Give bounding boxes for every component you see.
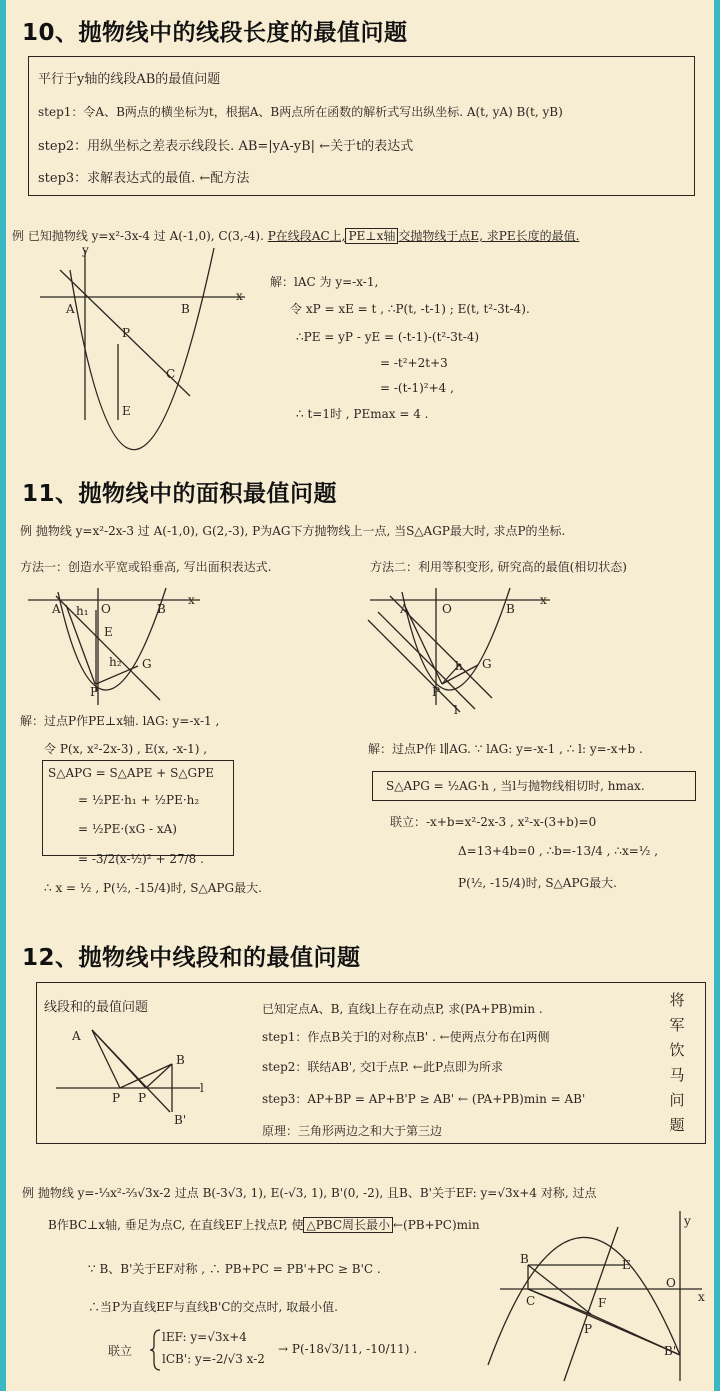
s11-sol2-c: 联立：-x+b=x²-2x-3 , x²-x-(3+b)=0: [390, 815, 597, 829]
s10-box-line2: step1：令A、B两点的横坐标为t，根据A、B两点所在函数的解析式写出纵坐标. A(t, yA) B(t, yB): [38, 105, 563, 119]
s12-brace-path: [150, 1330, 160, 1370]
s11-sol1-g: ∴ x = ½ , P(½, -15/4)时, S△APG最大.: [44, 881, 262, 895]
s11-method1: 方法一：创造水平宽或铅垂高, 写出面积表达式.: [20, 560, 272, 574]
s11-f1-o: O: [101, 602, 111, 616]
s11-f1-e: E: [104, 625, 113, 639]
s11-sol1-b: 令 P(x, x²-2x-3) , E(x, -x-1) ,: [44, 742, 208, 756]
s10-solution-5: = -(t-1)²+4 ,: [380, 381, 454, 395]
s12-f2-o: O: [666, 1276, 676, 1290]
s12-example-j: → P(-18√3/11, -10/11) .: [278, 1342, 418, 1356]
s12-example-a: 例 抛物线 y=-⅓x²-⅔√3x-2 过点 B(-3√3, 1), E(-√3, 1), B'(0, -2), 且B、B'关于EF: y=√3x+4 对称, 过点: [22, 1186, 597, 1200]
s11-f2-h: h: [455, 659, 463, 673]
s12-f2-b-prime: B': [664, 1344, 677, 1358]
s10-box-line4: step3：求解表达式的最值. ←配方法: [38, 171, 250, 186]
s10-figure: [0, 240, 260, 440]
s10-fig-e: E: [122, 404, 131, 418]
s11-f1-parabola: [58, 588, 166, 690]
s10-fig-a: A: [66, 302, 75, 316]
s12-side-char: 马: [669, 1066, 685, 1084]
s10-example-c: PE⊥x轴: [345, 228, 398, 244]
s11-sol2-e: P(½, -15/4)时, S△APG最大.: [458, 876, 617, 890]
s12-f2-segment-cp: [528, 1289, 592, 1315]
s12-line-pb2: [146, 1064, 172, 1088]
s10-box-line1: 平行于y轴的线段AB的最值问题: [38, 72, 221, 87]
s11-f1-p: P: [90, 685, 99, 699]
s12-box-title: 线段和的最值问题: [44, 1000, 149, 1015]
s10-fig-b: B: [181, 302, 190, 316]
s11-f1-b: B: [157, 602, 166, 616]
s12-example-b: B作BC⊥x轴, 垂足为点C, 在直线EF上找点P, 使: [48, 1218, 304, 1232]
s12-box-line3: step2：联结AB', 交l于点P. ←此P点即为所求: [262, 1060, 504, 1074]
right-border: [714, 0, 720, 1391]
s11-f2-g: G: [482, 657, 492, 671]
s11-sol2-a: 解：过点P作 l∥AG. ∵ lAG: y=-x-1 , ∴ l: y=-x+b .: [368, 742, 643, 756]
s10-example-a: 例 已知抛物线 y=x²-3x-4 过 A(-1,0), C(3,-4).: [12, 229, 268, 243]
s11-sol2-d: Δ=13+4b=0 , ∴b=-13/4 , ∴x=½ ,: [458, 844, 659, 858]
s11-sol2-b: S△APG = ½AG·h , 当l与抛物线相切时, hmax.: [386, 779, 645, 793]
s12-example-h: lEF: y=√3x+4: [162, 1330, 247, 1344]
s10-fig-c: C: [166, 367, 176, 381]
s12-parabola-figure: [480, 1205, 710, 1385]
s10-example-d: 交抛物线于点E, 求PE长度的最值.: [398, 229, 580, 243]
s12-side-char: 将: [669, 991, 685, 1009]
s12-f2-c: C: [526, 1294, 536, 1308]
s11-f1-a: A: [52, 602, 61, 616]
s11-example: 例 抛物线 y=x²-2x-3 过 A(-1,0), G(2,-3), P为AG下方抛物线上一点, 当S△AGP最大时, 求点P的坐标.: [20, 524, 566, 538]
section-11-title: 11、抛物线中的面积最值问题: [22, 481, 338, 507]
s12-figure: [50, 1020, 250, 1130]
s11-f2-parabola: [402, 588, 510, 690]
s12-side-char: 饮: [669, 1041, 685, 1059]
s12-brace: [150, 1328, 162, 1372]
s11-f2-o: O: [442, 602, 452, 616]
s12-fig-b: B: [176, 1053, 185, 1067]
s10-solution-1: 解：lAC 为 y=-x-1,: [270, 275, 379, 289]
s12-f2-y: y: [684, 1214, 691, 1228]
s11-f2-a: A: [400, 602, 409, 616]
s12-side-char: 题: [669, 1116, 685, 1134]
s12-example-f: ∴当P为直线EF与直线B'C的交点时, 取最小值.: [88, 1300, 338, 1314]
s12-f2-segment-bp: [528, 1265, 592, 1315]
s10-fig-p: P: [122, 326, 131, 340]
s12-box-line2: step1：作点B关于l的对称点B' . ←使两点分布在l两侧: [262, 1030, 550, 1044]
s12-fig-a: A: [72, 1029, 81, 1043]
s11-figure-1: [0, 580, 250, 710]
s12-f2-b: B: [520, 1252, 529, 1266]
s11-f2-p: P: [432, 685, 441, 699]
s12-f2-p: P: [584, 1322, 593, 1336]
s10-fig-x: x: [236, 289, 243, 303]
s12-side-char: 问: [669, 1091, 685, 1109]
s10-example-b: P在线段AC上,: [267, 229, 346, 243]
s11-f2-b: B: [506, 602, 515, 616]
s12-fig-l: l: [200, 1081, 204, 1095]
s11-f1-x: x: [188, 593, 195, 607]
s11-sol1-c: S△APG = S△APE + S△GPE: [48, 766, 214, 780]
s10-solution-3: ∴PE = yP - yE = (-t-1)-(t²-3t-4): [296, 330, 480, 344]
s11-f1-g: G: [142, 657, 152, 671]
s12-box-line5: 原理：三角形两边之和大于第三边: [262, 1124, 443, 1138]
s11-figure-2: [360, 580, 610, 720]
s12-example-g: 联立: [108, 1344, 133, 1358]
s10-solution-2: 令 xP = xE = t , ∴P(t, -t-1) ; E(t, t²-3t-4).: [290, 302, 530, 316]
s12-fig-p1: P: [112, 1091, 121, 1105]
s11-method2: 方法二：利用等积变形, 研究高的最值(相切状态): [370, 560, 627, 574]
s11-sol1-e: = ½PE·(xG - xA): [78, 822, 177, 836]
s12-f2-line-ef: [564, 1227, 618, 1381]
s10-box-line3: step2：用纵坐标之差表示线段长. AB=|yA-yB| ←关于t的表达式: [38, 139, 414, 154]
section-10-title: 10、抛物线中的线段长度的最值问题: [22, 20, 408, 46]
s11-f2-l: l: [454, 703, 458, 717]
s11-f1-h1: h₁: [76, 604, 89, 618]
s12-box-line1: 已知定点A、B, 直线l上存在动点P, 求(PA+PB)min .: [262, 1002, 543, 1016]
section-12-title: 12、抛物线中线段和的最值问题: [22, 945, 361, 971]
s11-sol1-a: 解：过点P作PE⊥x轴. lAG: y=-x-1 ,: [20, 714, 220, 728]
s12-f2-parabola: [488, 1237, 680, 1365]
s12-example-d: ←(PB+PC)min: [393, 1218, 480, 1232]
s11-f2-parallel-line: [368, 620, 460, 712]
s10-fig-y: y: [82, 243, 89, 257]
s12-example-c: △PBC周长最小: [303, 1217, 393, 1233]
s10-solution-6: ∴ t=1时 , PEmax = 4 .: [296, 407, 429, 421]
s12-example-i: lCB': y=-2/√3 x-2: [162, 1352, 265, 1366]
s12-example-line2: [48, 1216, 480, 1233]
s11-sol1-d: = ½PE·h₁ + ½PE·h₂: [78, 793, 200, 807]
s12-example-e: ∵ B、B'关于EF对称 , ∴ PB+PC = PB'+PC ≥ B'C .: [88, 1262, 381, 1276]
s12-f2-x: x: [698, 1290, 705, 1304]
s11-f1-h2: h₂: [109, 655, 122, 669]
s12-f2-f: F: [598, 1296, 607, 1310]
s10-solution-4: = -t²+2t+3: [380, 356, 448, 370]
s12-line-ap1: [92, 1030, 120, 1088]
s11-sol1-f: = -3/2(x-½)² + 27/8 .: [78, 852, 204, 866]
s11-f2-x: x: [540, 593, 547, 607]
s12-fig-b-prime: B': [174, 1113, 187, 1127]
s12-side-char: 军: [669, 1016, 685, 1034]
s12-f2-e: E: [622, 1258, 631, 1272]
s12-side-caption: [666, 988, 688, 1138]
s12-box-line4: step3：AP+BP = AP+B'P ≥ AB' ← (PA+PB)min = AB': [262, 1092, 586, 1106]
s12-fig-p2: P: [138, 1091, 147, 1105]
